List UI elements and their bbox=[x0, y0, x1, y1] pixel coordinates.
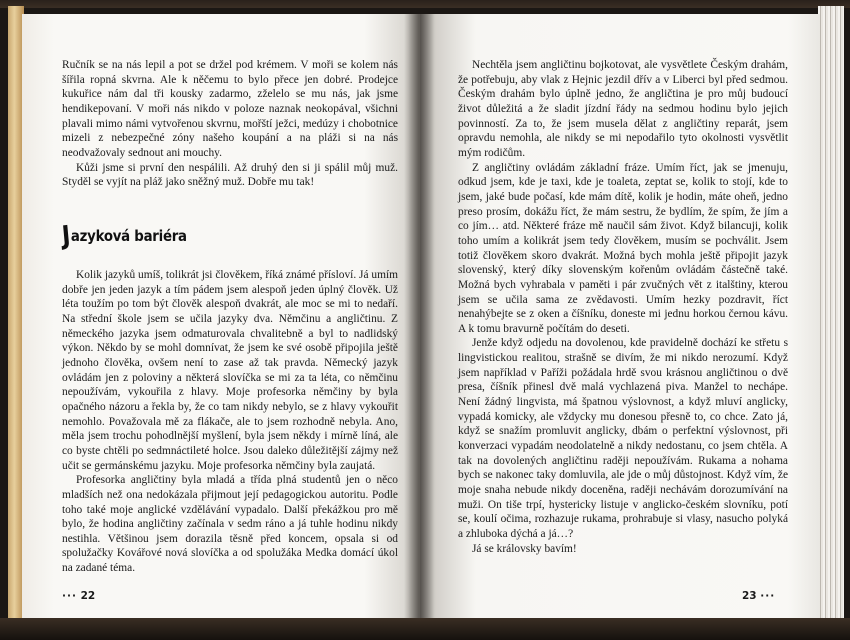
paragraph: Profesorka angličtiny byla mladá a třída plná studentů jen o něco mladších než ona nedokázala přijmout její pedagogickou autoritu. Podle toho také moje anglické vzdělávání vypadalo. Další překážkou pro mě bylo, že hodina angličtiny začínala v sedm ráno a já tuhle hodinu nikdy nestihla. Většinou jsem dorazila těsně před koncem, opsala si od spolužačky Kovářové nová slovíčka a od spolužáka Medka domácí úkol na zadané téma. bbox=[62, 474, 398, 575]
heading-initial: J bbox=[60, 220, 72, 252]
paragraph: Kolik jazyků umíš, tolikrát jsi člověkem, říká známé přísloví. Já umím dobře jen jeden jazyk a tím pádem jsem alespoň jeden úplný člověk. Už léta toužím po tom být člověk alespoň dvakrát, ale moc se mi to nedaří. Na střední škole jsem se učila jazyky dva. Němčinu a angličtinu. Z německého jazyka jsem odmaturovala chvalitebně a byl to nadlidský výkon. Někdo by se mohl domnívat, že jsem ke své osobě připojila ještě jednoho člověka, ovšem není to zase až tak pravda. Německý jazyk ovládám jen z poloviny a některá slovíčka se mi za ta léta, co němčinu nepoužívám, vykouřila z hlavy. Moje profesorka němčiny by byla opačného názoru a řekla by, že co tam nikdy nebylo, se z hlavy vykouřit nemohlo. Považovala mě za flákače, ale to jsem rozhodně nebyla. Ano, měla jsem trochu pohodlnější myšlení, byla jsem někdy i mírně líná, ale co byste chtěli po sedmnáctileté holce. Jsou daleko důležitější zájmy než učit se germánskému jazyku. Moje profesorka němčiny byla zaujatá. bbox=[62, 269, 398, 472]
paragraph: Nechtěla jsem angličtinu bojkotovat, ale vysvětlete Českým drahám, že potřebuju, aby vlak z Hejnic jezdil dřív a v Liberci byl před sedmou. Českým drahám bylo úplně jedno, že angličtina je pro můj budoucí život důležitá a že sladit jízdní řády na sedmou hodinu bylo jejich povinností. Za to, že jsem musela dělat z angličtiny reparát, jsem opravdu nemohla, ale nikdy se mi nepodařilo tyto okolnosti vysvětlit mým rodičům. bbox=[458, 59, 788, 159]
right-page bbox=[420, 14, 820, 620]
folio-dots: ··· bbox=[62, 590, 77, 602]
paragraph: Ručník se na nás lepil a pot se držel pod krémem. V moři se kolem nás šířila ropná skvrna. Ale k něčemu to bylo přece jen dobré. Prodejce kukuřice nám dal tři kousky zadarmo, zželelo se mu nás, jak jsme hendikepovaní. V moři nás nikdo v poloze naznak neokopával, všichni plavali mimo námi vytvořenou skvrnu, mořští ježci, medúzy i chobotnice mizeli z nebezpečné zóny našeho koupání a na pláži si na nás neodvažovaly sednout ani mouchy. bbox=[62, 59, 398, 159]
paragraph: Kůži jsme si první den nespálili. Až druhý den si ji spálil můj muž. Styděl se vyjít na pláž jako sněžný muž. Dobře mu tak! bbox=[62, 161, 398, 189]
page-number-left bbox=[62, 590, 95, 602]
folio-dots: ··· bbox=[760, 590, 776, 602]
section-heading bbox=[62, 221, 187, 251]
left-page-body-text bbox=[62, 268, 398, 576]
right-page-text bbox=[458, 58, 788, 556]
folio-number: 23 bbox=[742, 590, 757, 602]
scan-top-edge bbox=[0, 0, 850, 8]
scan-bottom-edge bbox=[0, 618, 850, 640]
left-page bbox=[22, 14, 420, 620]
heading-rest: azyková bariéra bbox=[70, 227, 187, 245]
paragraph: Já se královsky bavím! bbox=[472, 542, 577, 555]
page-stack-edge-right bbox=[818, 6, 844, 628]
left-page-top-text bbox=[62, 58, 398, 190]
page-number-right bbox=[742, 590, 775, 602]
paragraph: Jenže když odjedu na dovolenou, kde pravidelně dochází ke střetu s lingvistickou realitou, strašně se divím, že mi nikdo nerozumí. Když jsem například v Paříži požádala hrdě svou krásnou angličtinou o dvě presa, číšník přinesl dvě malá vychlazená piva. Manžel to nechápe. Není žádný lingvista, má špatnou výslovnost, a když mluví anglicky, vypadá komicky, ale vždycky mu donesou přesně to, co chce. Zato já, když se snažím promluvit anglicky, dbám o perfektní výslovnost, při konverzaci vypadám neodolatelně a nikdy nedostanu, co jsem chtěla. A tak na dovolených angličtinu raději nepoužívám. Rukama a nohama bych se nakonec taky domluvila, ale jde o můj důstojnost. Když vím, že moje snaha nebude nikdy doceněna, raději nechávám dorozumívání na muži. On tiše trpí, hystericky listuje v anglicko-českém slovníku, potí se, koulí očima, rozhazuje rukama, prohrabuje si vlasy, nasucho polyká a zhluboka dýchá a já…? bbox=[458, 337, 788, 540]
paragraph: Z angličtiny ovládám základní fráze. Umím říct, jak se jmenuju, odkud jsem, kde je taxi, kde je toaleta, zeptat se, kolik to stojí, kde to jsem, jaké bude počasí, kde mám dítě, kolik je hodin, máte oheň, jedno preso prosím, dokážu říct, že mám sestru, že bydlím, že spím, že jím a co jím… atd. Některé fráze mě naučil sám život. Když bilancuji, kolik toho umím a kolikrát jsem tedy člověkem, musím se pochválit. Jsem totiž člověkem skoro dvakrát. Možná bych mohla ještě připojit jazyk slovenský, který díky slovenským kořenům ovládám částečně také. Možná bych vyhrabala v paměti i pár zvučných vět z italštiny, kterou jsem se učila sama ze zvědavosti. Umím hezky pozdravit, říct nenahýbejte se z oken a číšníku, doneste mi jednu horkou černou kávu. A k tomu bravurně počítám do deseti. bbox=[458, 161, 788, 335]
folio-number: 22 bbox=[80, 590, 96, 602]
